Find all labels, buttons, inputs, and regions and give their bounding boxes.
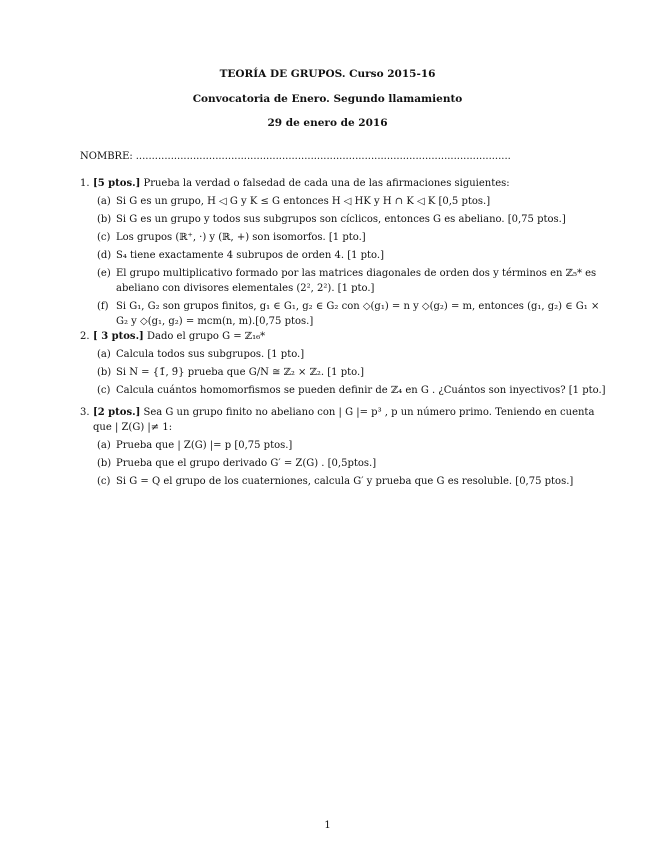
item-text: Si G es un grupo y todos sus subgrupos son cíclicos, entonces G es abeliano. [0,75 ptos.] <box>116 214 566 225</box>
exam-title: TEORÍA DE GRUPOS. Curso 2015-16 <box>219 68 436 80</box>
list-item <box>80 438 613 453</box>
question-items <box>80 194 613 329</box>
list-item <box>80 248 613 263</box>
question-3 <box>80 405 613 492</box>
name-label: NOMBRE: <box>80 151 133 162</box>
question-statement: Dado el grupo G = ℤ₁₆* <box>146 331 266 342</box>
item-label: (a) <box>97 196 111 207</box>
list-item <box>80 383 613 398</box>
item-label: (b) <box>97 214 112 225</box>
exam-date: 29 de enero de 2016 <box>267 117 388 129</box>
question-1 <box>80 176 613 332</box>
question-number: 2. <box>80 331 90 342</box>
list-item <box>80 365 613 380</box>
list-item <box>80 474 613 489</box>
item-label: (c) <box>97 476 111 487</box>
item-text: Calcula todos sus subgrupos. [1 pto.] <box>116 349 305 360</box>
item-text: Prueba que el grupo derivado G′ = Z(G) . [0,5ptos.] <box>116 458 377 469</box>
question-statement: Prueba la verdad o falsedad de cada una de las afirmaciones siguientes: <box>143 178 510 189</box>
question-points: [2 ptos.] <box>93 407 141 418</box>
list-item <box>80 299 613 329</box>
item-label: (e) <box>97 268 111 279</box>
item-text: El grupo multiplicativo formado por las matrices diagonales de orden dos y términos en ℤ₅* es abeliano con divisores elementales (2², 2²). [1 pto.] <box>116 268 597 294</box>
item-label: (a) <box>97 349 111 360</box>
name-dotted-line: ...................................................................................................................... <box>135 151 511 162</box>
question-points: [ 3 ptos.] <box>93 331 144 342</box>
item-text: Prueba que | Z(G) |= p [0,75 ptos.] <box>116 440 293 451</box>
list-item <box>80 266 613 296</box>
question-points: [5 ptos.] <box>93 178 141 189</box>
question-number: 1. <box>80 178 90 189</box>
item-text: Calcula cuántos homomorfismos se pueden definir de ℤ₄ en G . ¿Cuántos son inyectivos? [1 pto.] <box>116 385 606 396</box>
item-text: Si G es un grupo, H ◁ G y K ≤ G entonces H ◁ HK y H ∩ K ◁ K [0,5 ptos.] <box>116 196 491 207</box>
question-statement: Sea G un grupo finito no abeliano con | G |= p³ , p un número primo. Teniendo en cuenta que | Z(G) |≠ 1: <box>93 407 595 433</box>
item-text: Si N = {1̄, 9̄} prueba que G/N ≅ ℤ₂ × ℤ₂. [1 pto.] <box>116 367 365 378</box>
item-text: Si G₁, G₂ son grupos finitos, g₁ ∈ G₁, g₂ ∈ G₂ con ◇(g₁) = n y ◇(g₂) = m, entonces (g₁, g₂) ∈ G₁ × G₂ y ◇(g₁, g₂) = mcm(n, m).[0,75 ptos.] <box>116 301 600 327</box>
list-item <box>80 456 613 471</box>
list-item <box>80 230 613 245</box>
list-item <box>80 212 613 227</box>
item-text: Si G = Q el grupo de los cuaterniones, calcula G′ y prueba que G es resoluble. [0,75 ptos.] <box>116 476 574 487</box>
list-item <box>80 347 613 362</box>
item-text: S₄ tiene exactamente 4 subrupos de orden 4. [1 pto.] <box>116 250 384 261</box>
exam-subtitle: Convocatoria de Enero. Segundo llamamiento <box>192 93 463 105</box>
item-label: (f) <box>97 301 109 312</box>
item-label: (c) <box>97 232 111 243</box>
item-label: (b) <box>97 367 112 378</box>
question-items <box>80 347 613 398</box>
question-number: 3. <box>80 407 90 418</box>
item-text: Los grupos (ℝ⁺, ·) y (ℝ, +) son isomorfos. [1 pto.] <box>116 232 366 243</box>
item-label: (d) <box>97 250 112 261</box>
question-2 <box>80 329 613 401</box>
item-label: (a) <box>97 440 111 451</box>
item-label: (b) <box>97 458 112 469</box>
page-number: 1 <box>324 820 331 831</box>
name-field[interactable] <box>80 151 615 162</box>
list-item <box>80 194 613 209</box>
question-items <box>80 438 613 489</box>
item-label: (c) <box>97 385 111 396</box>
